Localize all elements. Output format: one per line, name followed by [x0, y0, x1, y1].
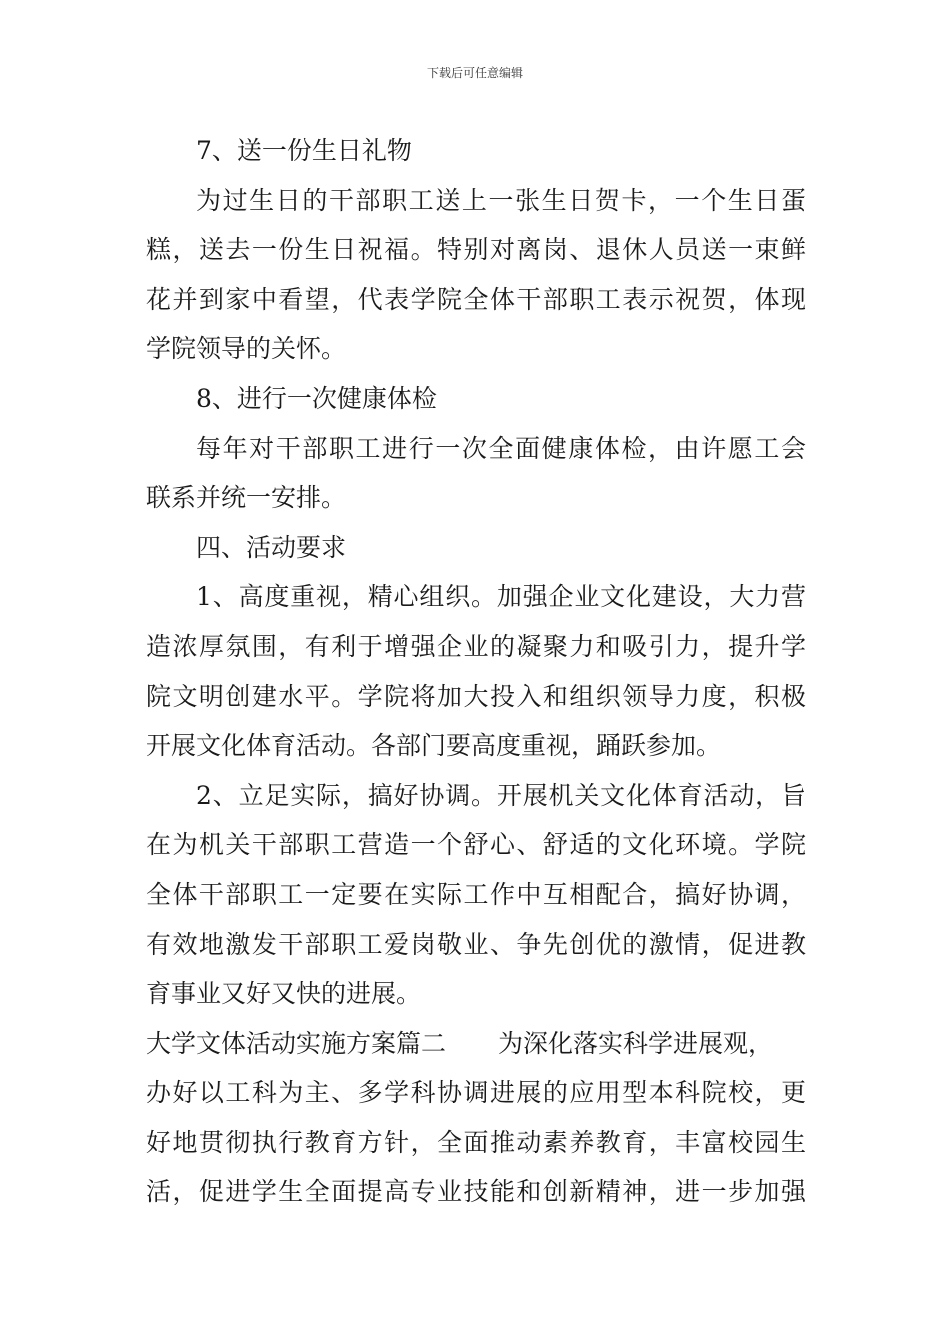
header-note: 下载后可任意编辑 — [426, 66, 523, 80]
paragraph-line: 为深化落实科学进展观， — [498, 1028, 774, 1058]
article-title: 大学文体活动实施方案篇二 — [146, 1028, 447, 1058]
paragraph-line: 院文明创建水平。学院将加大投入和组织领导力度，积极 — [146, 681, 806, 711]
paragraph-line: 花并到家中看望，代表学院全体干部职工表示祝贺，体现 — [146, 284, 806, 314]
article-title-line — [146, 1019, 806, 1069]
section-heading-birthday-gift: 7、送一份生日礼物 — [196, 136, 412, 165]
paragraph-line: 活，促进学生全面提高专业技能和创新精神，进一步加强 — [146, 1177, 806, 1207]
paragraph-line: 2、立足实际，搞好协调。开展机关文化体育活动，旨 — [196, 780, 806, 810]
paragraph-line: 糕，送去一份生日祝福。特别对离岗、退休人员送一束鲜 — [146, 235, 806, 265]
paragraph-line: 开展文化体育活动。各部门要高度重视，踊跃参加。 — [146, 731, 722, 761]
paragraph-line: 育事业又好又快的进展。 — [146, 979, 422, 1009]
paragraph-line: 全体干部职工一定要在实际工作中互相配合，搞好协调， — [146, 879, 806, 909]
section-heading-requirements: 四、活动要求 — [196, 532, 347, 562]
paragraph-line: 造浓厚氛围，有利于增强企业的凝聚力和吸引力，提升学 — [146, 631, 806, 661]
paragraph-line: 1、高度重视，精心组织。加强企业文化建设，大力营 — [196, 582, 806, 612]
paragraph-line: 学院领导的关怀。 — [146, 334, 347, 364]
paragraph-line: 有效地激发干部职工爱岗敬业、争先创优的激情，促进教 — [146, 929, 806, 959]
section-heading-health-check: 8、进行一次健康体检 — [196, 383, 437, 413]
document-body — [146, 126, 806, 1217]
paragraph-line: 在为机关干部职工营造一个舒心、舒适的文化环境。学院 — [146, 830, 806, 860]
paragraph-line: 联系并统一安排。 — [146, 483, 347, 513]
paragraph-line: 好地贯彻执行教育方针，全面推动素养教育，丰富校园生 — [146, 1127, 806, 1157]
paragraph-line: 办好以工科为主、多学科协调进展的应用型本科院校，更 — [146, 1078, 806, 1108]
paragraph-line: 每年对干部职工进行一次全面健康体检，由许愿工会 — [196, 433, 806, 463]
paragraph-line: 为过生日的干部职工送上一张生日贺卡，一个生日蛋 — [196, 185, 806, 215]
